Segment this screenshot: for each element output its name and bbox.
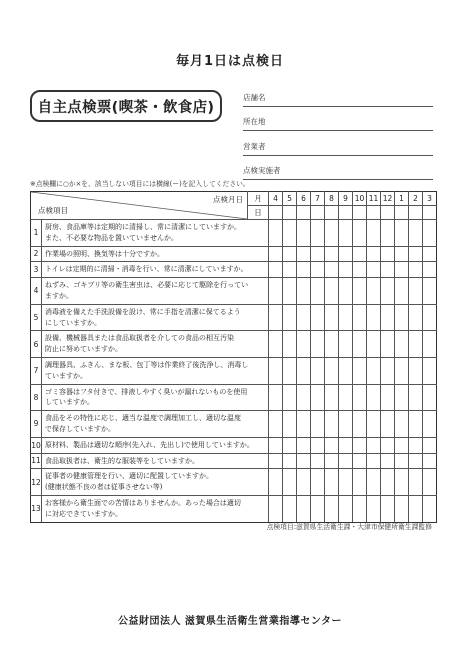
check-cell[interactable] (409, 220, 423, 247)
check-cell[interactable] (423, 246, 437, 262)
check-cell[interactable] (367, 357, 381, 384)
check-cell[interactable] (339, 246, 353, 262)
check-cell[interactable] (395, 331, 409, 358)
check-cell[interactable] (381, 495, 395, 522)
check-cell[interactable] (339, 331, 353, 358)
check-cell[interactable] (311, 453, 325, 469)
check-cell[interactable] (423, 453, 437, 469)
check-cell[interactable] (297, 495, 311, 522)
check-cell[interactable] (339, 384, 353, 411)
checklist-row (31, 278, 437, 305)
month-2-header: 2 (409, 192, 423, 206)
day-input-cell[interactable] (311, 206, 325, 220)
info-field-store-name[interactable] (243, 82, 433, 107)
check-cell[interactable] (409, 469, 423, 496)
check-cell[interactable] (423, 262, 437, 278)
day-input-cell[interactable] (339, 206, 353, 220)
check-cell[interactable] (269, 246, 283, 262)
check-cell[interactable] (423, 220, 437, 247)
sheet-title: 自主点検票(喫茶・飲食店) (37, 99, 215, 116)
item-number: 7 (31, 357, 42, 384)
check-cell[interactable] (325, 411, 339, 438)
check-cell[interactable] (311, 357, 325, 384)
check-cell[interactable] (367, 469, 381, 496)
check-cell[interactable] (311, 220, 325, 247)
check-cell[interactable] (297, 411, 311, 438)
item-question-line: トイレは定期的に清掃・消毒を行い、常に清潔にしていますか。 (45, 265, 248, 274)
item-question (42, 384, 269, 411)
check-cell[interactable] (381, 411, 395, 438)
info-field-address[interactable] (243, 107, 433, 132)
check-cell[interactable] (325, 453, 339, 469)
item-question-line: ゴミ容器はフタ付きで、排液しやすく臭いが漏れないものを使用 (45, 387, 248, 396)
check-cell[interactable] (381, 437, 395, 453)
check-cell[interactable] (325, 220, 339, 247)
check-cell[interactable] (297, 384, 311, 411)
month-7-header: 7 (311, 192, 325, 206)
check-cell[interactable] (367, 246, 381, 262)
check-cell[interactable] (311, 495, 325, 522)
month-12-header: 12 (381, 192, 395, 206)
check-cell[interactable] (381, 453, 395, 469)
check-cell[interactable] (269, 469, 283, 496)
day-input-cell[interactable] (395, 206, 409, 220)
check-cell[interactable] (283, 495, 297, 522)
check-cell[interactable] (339, 304, 353, 331)
check-cell[interactable] (409, 246, 423, 262)
checklist-row (31, 220, 437, 247)
check-cell[interactable] (283, 357, 297, 384)
check-cell[interactable] (325, 469, 339, 496)
item-question (42, 437, 269, 453)
month-9-header: 9 (339, 192, 353, 206)
check-cell[interactable] (381, 220, 395, 247)
item-question-line: にしていますか。 (45, 318, 101, 327)
header-row-months (31, 192, 437, 206)
item-number: 8 (31, 384, 42, 411)
check-cell[interactable] (297, 469, 311, 496)
checklist-row (31, 304, 437, 331)
check-cell[interactable] (395, 453, 409, 469)
check-cell[interactable] (423, 278, 437, 305)
check-cell[interactable] (269, 331, 283, 358)
item-question-line: (健康状態不良の者は従事させない等) (45, 483, 163, 492)
check-cell[interactable] (297, 331, 311, 358)
check-cell[interactable] (283, 437, 297, 453)
check-cell[interactable] (381, 331, 395, 358)
item-question (42, 331, 269, 358)
info-label: 点検実施者 (243, 166, 281, 175)
check-cell[interactable] (311, 331, 325, 358)
item-question-line: ますか。 (45, 291, 73, 300)
check-cell[interactable] (269, 262, 283, 278)
check-cell[interactable] (297, 246, 311, 262)
info-label: 営業者 (243, 141, 266, 151)
check-cell[interactable] (395, 357, 409, 384)
check-cell[interactable] (297, 357, 311, 384)
checklist-row (31, 453, 437, 469)
check-cell[interactable] (367, 453, 381, 469)
check-cell[interactable] (367, 262, 381, 278)
check-cell[interactable] (339, 357, 353, 384)
check-cell[interactable] (381, 304, 395, 331)
check-cell[interactable] (339, 262, 353, 278)
check-cell[interactable] (353, 384, 367, 411)
check-cell[interactable] (353, 262, 367, 278)
item-question-line: また、不必要な物品を置いていませんか。 (45, 233, 178, 242)
day-input-cell[interactable] (325, 206, 339, 220)
check-cell[interactable] (353, 357, 367, 384)
item-question-line: で保存していますか。 (45, 424, 115, 433)
check-cell[interactable] (297, 453, 311, 469)
item-question (42, 495, 269, 522)
item-question-line: 消毒液を備えた手洗設備を設け、常に手指を清潔に保てるよう (45, 307, 241, 316)
month-3-header: 3 (423, 192, 437, 206)
item-question (42, 411, 269, 438)
check-cell[interactable] (353, 453, 367, 469)
check-cell[interactable] (367, 495, 381, 522)
check-cell[interactable] (339, 495, 353, 522)
check-cell[interactable] (367, 437, 381, 453)
check-cell[interactable] (325, 304, 339, 331)
check-cell[interactable] (367, 331, 381, 358)
check-cell[interactable] (353, 437, 367, 453)
check-cell[interactable] (283, 411, 297, 438)
check-cell[interactable] (353, 246, 367, 262)
check-cell[interactable] (367, 278, 381, 305)
day-input-cell[interactable] (409, 206, 423, 220)
day-input-cell[interactable] (283, 206, 297, 220)
check-cell[interactable] (269, 278, 283, 305)
check-cell[interactable] (339, 469, 353, 496)
check-cell[interactable] (325, 437, 339, 453)
inspection-day-note: 毎月1日は点検日 (175, 54, 285, 69)
check-cell[interactable] (269, 384, 283, 411)
day-input-cell[interactable] (367, 206, 381, 220)
item-number: 4 (31, 278, 42, 305)
check-cell[interactable] (423, 437, 437, 453)
check-cell[interactable] (325, 278, 339, 305)
checklist-row (31, 331, 437, 358)
item-question (42, 220, 269, 247)
check-cell[interactable] (269, 437, 283, 453)
check-cell[interactable] (409, 437, 423, 453)
check-cell[interactable] (339, 437, 353, 453)
check-cell[interactable] (283, 453, 297, 469)
check-cell[interactable] (325, 331, 339, 358)
item-question-line: 厨房、食品庫等は定期的に清掃し、常に清潔にしていますか。 (45, 223, 241, 231)
check-cell[interactable] (409, 357, 423, 384)
item-question-line: 原材料、製品は適切な順序(先入れ、先出し)で使用していますか。 (45, 440, 254, 449)
day-suffix-cell: 日 (248, 206, 269, 220)
item-number: 5 (31, 304, 42, 331)
check-cell[interactable] (325, 262, 339, 278)
check-cell[interactable] (325, 495, 339, 522)
legend-note: ※点検欄に○か×を、該当しない項目には横線(ー)を記入してください。 (30, 180, 250, 188)
check-cell[interactable] (269, 495, 283, 522)
item-question-line: 設備、機械器具または食品取扱者を介しての食品の相互汚染 (45, 334, 234, 343)
check-cell[interactable] (269, 453, 283, 469)
check-cell[interactable] (283, 246, 297, 262)
check-cell[interactable] (409, 262, 423, 278)
check-cell[interactable] (283, 278, 297, 305)
check-cell[interactable] (269, 357, 283, 384)
check-cell[interactable] (311, 262, 325, 278)
month-6-header: 6 (297, 192, 311, 206)
check-cell[interactable] (339, 278, 353, 305)
item-number: 3 (31, 262, 42, 278)
item-number: 2 (31, 246, 42, 262)
check-cell[interactable] (395, 220, 409, 247)
item-number: 10 (31, 437, 42, 453)
check-cell[interactable] (423, 495, 437, 522)
check-cell[interactable] (367, 411, 381, 438)
item-number: 12 (31, 469, 42, 496)
checklist-row (31, 262, 437, 278)
month-11-header: 11 (367, 192, 381, 206)
check-cell[interactable] (395, 278, 409, 305)
header-item-label: 点検項目 (38, 206, 68, 215)
check-cell[interactable] (297, 304, 311, 331)
title-box (30, 90, 222, 122)
item-number: 9 (31, 411, 42, 438)
check-cell[interactable] (423, 469, 437, 496)
checklist-row (31, 437, 437, 453)
check-cell[interactable] (395, 304, 409, 331)
item-question (42, 453, 269, 469)
item-number: 13 (31, 495, 42, 522)
month-8-header: 8 (325, 192, 339, 206)
check-cell[interactable] (297, 278, 311, 305)
day-input-cell[interactable] (381, 206, 395, 220)
check-cell[interactable] (311, 411, 325, 438)
check-cell[interactable] (283, 331, 297, 358)
item-number: 6 (31, 331, 42, 358)
check-cell[interactable] (325, 384, 339, 411)
check-cell[interactable] (367, 220, 381, 247)
item-question-line: ねずみ、ゴキブリ等の衛生害虫は、必要に応じて駆除を行ってい (45, 281, 249, 290)
month-1-header: 1 (395, 192, 409, 206)
month-5-header: 5 (283, 192, 297, 206)
item-question-line: 防止に努めていますか。 (45, 345, 122, 354)
source-note: 点検項目:滋賀県生活衛生課・大津市保健所衛生課監修 (266, 523, 432, 531)
check-cell[interactable] (381, 469, 395, 496)
check-cell[interactable] (367, 304, 381, 331)
check-cell[interactable] (409, 278, 423, 305)
info-label: 店舗名 (243, 92, 266, 102)
check-cell[interactable] (423, 304, 437, 331)
item-question-line: していますか。 (45, 398, 94, 407)
checklist-row (31, 384, 437, 411)
check-cell[interactable] (409, 411, 423, 438)
check-cell[interactable] (395, 469, 409, 496)
check-cell[interactable] (395, 384, 409, 411)
info-label: 所在地 (243, 117, 266, 126)
check-cell[interactable] (381, 246, 395, 262)
item-question-line: 従事者の健康管理を行い、適切に配置していますか。 (45, 472, 213, 481)
header-date-label: 点検月日 (213, 195, 243, 204)
check-cell[interactable] (269, 411, 283, 438)
check-cell[interactable] (283, 220, 297, 247)
check-cell[interactable] (283, 384, 297, 411)
item-number: 1 (31, 220, 42, 247)
check-cell[interactable] (395, 246, 409, 262)
check-cell[interactable] (353, 495, 367, 522)
item-question-line: 食品取扱者は、衛生的な服装等をしていますか。 (45, 456, 199, 465)
check-cell[interactable] (339, 220, 353, 247)
day-input-cell[interactable] (423, 206, 437, 220)
check-cell[interactable] (269, 220, 283, 247)
check-cell[interactable] (395, 262, 409, 278)
check-cell[interactable] (395, 495, 409, 522)
check-cell[interactable] (423, 331, 437, 358)
check-cell[interactable] (269, 304, 283, 331)
checklist-row (31, 469, 437, 496)
check-cell[interactable] (381, 278, 395, 305)
check-cell[interactable] (283, 304, 297, 331)
checklist-table (30, 191, 437, 523)
check-cell[interactable] (409, 453, 423, 469)
check-cell[interactable] (283, 262, 297, 278)
month-4-header: 4 (269, 192, 283, 206)
checklist-row (31, 246, 437, 262)
check-cell[interactable] (311, 304, 325, 331)
check-cell[interactable] (353, 331, 367, 358)
check-cell[interactable] (311, 278, 325, 305)
checklist-row (31, 411, 437, 438)
checklist-row (31, 495, 437, 522)
check-cell[interactable] (423, 357, 437, 384)
check-cell[interactable] (339, 453, 353, 469)
check-cell[interactable] (339, 411, 353, 438)
item-question (42, 469, 269, 496)
check-cell[interactable] (325, 246, 339, 262)
check-cell[interactable] (297, 262, 311, 278)
item-number: 11 (31, 453, 42, 469)
check-cell[interactable] (283, 469, 297, 496)
check-cell[interactable] (409, 495, 423, 522)
check-cell[interactable] (353, 304, 367, 331)
check-cell[interactable] (353, 411, 367, 438)
footer-organization: 公益財団法人 滋賀県生活衛生営業指導センター (117, 616, 343, 627)
item-question (42, 262, 269, 278)
item-question-line: に対応できていますか。 (45, 509, 122, 518)
check-cell[interactable] (311, 246, 325, 262)
checklist-row (31, 357, 437, 384)
check-cell[interactable] (297, 437, 311, 453)
check-cell[interactable] (353, 278, 367, 305)
item-question-line: 食品をその特性に応じ、適当な温度で調理加工し、適切な温度 (45, 414, 241, 423)
month-suffix-cell: 月 (248, 192, 269, 206)
check-cell[interactable] (395, 411, 409, 438)
item-question (42, 304, 269, 331)
check-cell[interactable] (395, 437, 409, 453)
check-cell[interactable] (325, 357, 339, 384)
item-question-line: お客様から衛生面での苦情はありませんか。あった場合は適切 (45, 498, 241, 507)
check-cell[interactable] (409, 384, 423, 411)
info-field-inspector[interactable] (243, 156, 433, 181)
item-question (42, 357, 269, 384)
item-question (42, 278, 269, 305)
check-cell[interactable] (353, 220, 367, 247)
check-cell[interactable] (367, 384, 381, 411)
info-field-operator[interactable] (243, 131, 433, 156)
check-cell[interactable] (423, 411, 437, 438)
check-cell[interactable] (423, 384, 437, 411)
item-question-line: 作業場の照明、換気等は十分ですか。 (45, 249, 164, 258)
day-input-cell[interactable] (353, 206, 367, 220)
item-question-line: ていますか。 (45, 371, 87, 380)
check-cell[interactable] (409, 331, 423, 358)
check-cell[interactable] (311, 384, 325, 411)
check-cell[interactable] (381, 262, 395, 278)
check-cell[interactable] (381, 384, 395, 411)
check-cell[interactable] (297, 220, 311, 247)
item-question-line: 調理器具、ふきん、まな板、包丁等は作業終了後洗浄し、消毒し (45, 360, 249, 369)
header-corner-cell (31, 192, 248, 220)
info-fields (243, 82, 433, 180)
item-question (42, 246, 269, 262)
check-cell[interactable] (311, 437, 325, 453)
day-input-cell[interactable] (297, 206, 311, 220)
check-cell[interactable] (381, 357, 395, 384)
check-cell[interactable] (353, 469, 367, 496)
month-10-header: 10 (353, 192, 367, 206)
check-cell[interactable] (311, 469, 325, 496)
day-input-cell[interactable] (269, 206, 283, 220)
check-cell[interactable] (409, 304, 423, 331)
